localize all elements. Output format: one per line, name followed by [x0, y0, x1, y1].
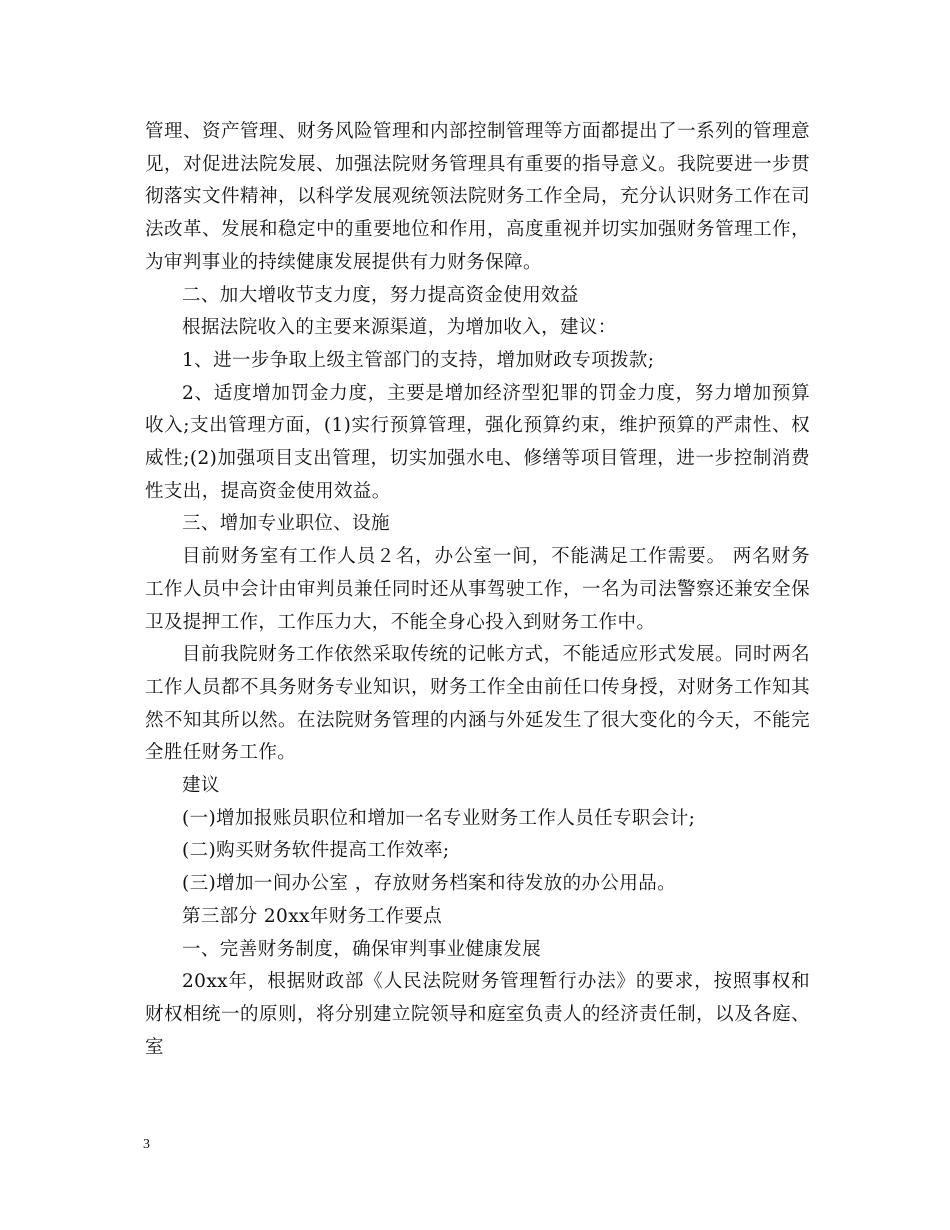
page-number: 3 [143, 1137, 150, 1152]
part-heading: 第三部分 20xx年财务工作要点 [182, 905, 443, 927]
section-heading: 三、增加专业职位、设施 [182, 513, 390, 535]
list-item: (三)增加一间办公室 ，存放财务档案和待发放的办公用品。 [182, 873, 677, 895]
section-heading: 一、完善财务制度，确保审判事业健康发展 [182, 938, 542, 960]
document-body [145, 116, 810, 1064]
section-heading: 二、加大增收节支力度，努力提高资金使用效益 [182, 284, 579, 306]
list-item: 2、适度增加罚金力度，主要是增加经济型犯罪的罚金力度，努力增加预算收入;支出管理方面，(1)实行预算管理，强化预算约束，维护预算的严肃性、权威性;(2)加强项目支出管理，切实加强水电、修缮等项目管理，进一步控制消费性支出，提高资金使用效益。 [145, 382, 810, 502]
list-item: 1、进一步争取上级主管部门的支持，增加财政专项拨款; [182, 349, 655, 371]
paragraph: 20xx年，根据财政部《人民法院财务管理暂行办法》的要求，按照事权和财权相统一的原则，将分别建立院领导和庭室负责人的经济责任制，以及各庭、室 [145, 971, 810, 1058]
paragraph: 管理、资产管理、财务风险管理和内部控制管理等方面都提出了一系列的管理意见，对促进法院发展、加强法院财务管理具有重要的指导意义。我院要进一步贯彻落实文件精神，以科学发展观统领法院财务工作全局，充分认识财务工作在司法改革、发展和稳定中的重要地位和作用，高度重视并切实加强财务管理工作，为审判事业的持续健康发展提供有力财务保障。 [145, 121, 810, 273]
list-item: (二)购买财务软件提高工作效率; [182, 840, 450, 862]
paragraph: 目前财务室有工作人员２名，办公室一间，不能满足工作需要。 两名财务工作人员中会计由审判员兼任同时还从事驾驶工作，一名为司法警察还兼安全保卫及提押工作，工作压力大，不能全身心投入到财务工作中。 [145, 546, 810, 633]
paragraph: 目前我院财务工作依然采取传统的记帐方式，不能适应形式发展。同时两名工作人员都不具务财务专业知识，财务工作全由前任口传身授，对财务工作知其然不知其所以然。在法院财务管理的内涵与外延发生了很大变化的今天，不能完全胜任财务工作。 [145, 644, 810, 764]
paragraph: 根据法院收入的主要来源渠道，为增加收入，建议： [182, 317, 617, 339]
subheading: 建议 [182, 775, 220, 797]
list-item: (一)增加报账员职位和增加一名专业财务工作人员任专职会计; [182, 807, 696, 829]
